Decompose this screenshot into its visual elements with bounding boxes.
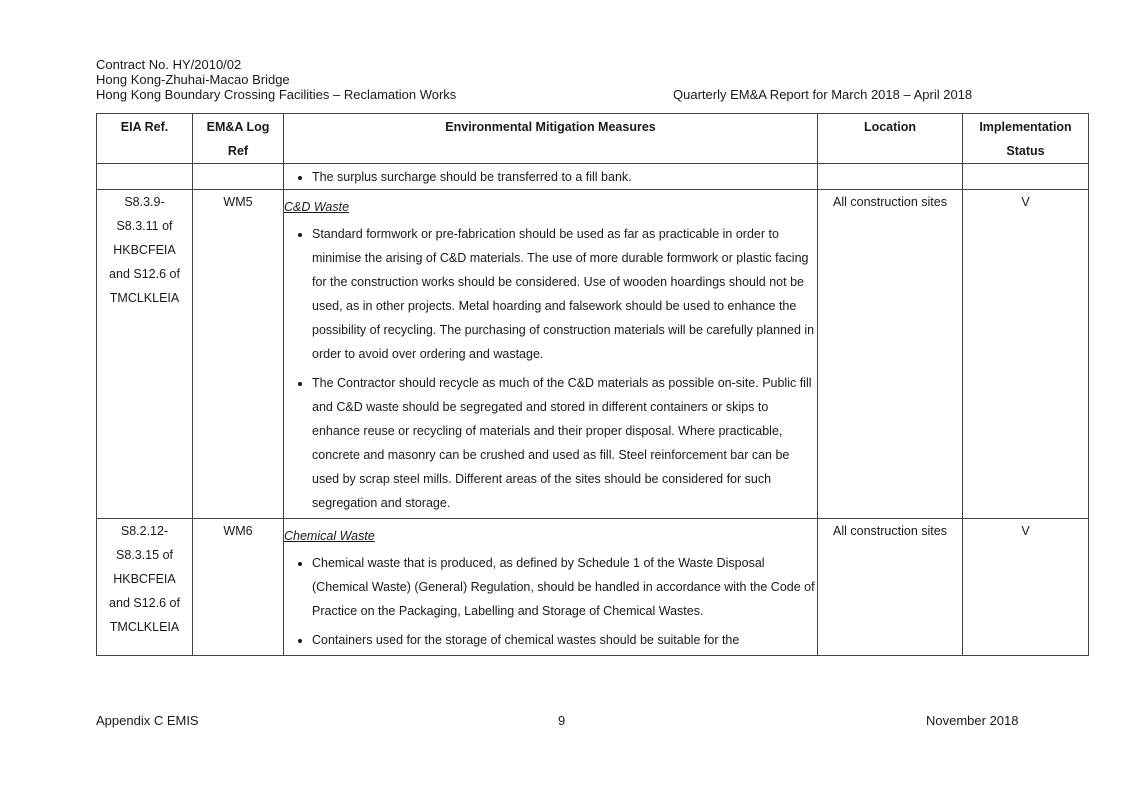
measure-bullet: • The surplus surcharge should be transferred to a fill bank. <box>312 165 817 189</box>
measure-bullet: • Chemical waste that is produced, as defined by Schedule 1 of the Waste Disposal (Chemical Waste) (General) Regulation, should be handled in accordance with the Code of Practice on the Packaging, Labelling and Storage of Chemical Wastes. <box>312 551 817 623</box>
col-header-status: Implementation Status <box>963 114 1089 164</box>
measure-bullet: • Containers used for the storage of chemical wastes should be suitable for the <box>312 628 817 652</box>
cell-location <box>818 164 963 190</box>
cell-measures <box>284 519 818 656</box>
footer-appendix: Appendix C EMIS <box>96 713 199 728</box>
col-header-log-ref: EM&A Log Ref <box>193 114 284 164</box>
measure-heading: C&D Waste <box>284 200 350 214</box>
cell-status <box>963 164 1089 190</box>
cell-location: All construction sites <box>818 519 963 656</box>
table-row-wm5 <box>97 190 1089 519</box>
cell-log-ref: WM6 <box>193 519 284 656</box>
measure-bullet: • The Contractor should recycle as much of the C&D materials as possible on-site. Public fill and C&D waste should be segregated and stored in different containers or skips to enhance reuse or recycling of materials and their proper disposal. Where practicable, concrete and masonry can be crushed and used as fill. Steel reinforcement bar can be used by scrap steel mills. Different areas of the sites should be considered for such segregation and storage. <box>312 371 817 515</box>
cell-status: V <box>963 190 1089 519</box>
cell-status: V <box>963 519 1089 656</box>
cell-measures <box>284 164 818 190</box>
col-header-eia-ref: EIA Ref. <box>97 114 193 164</box>
col-header-location: Location <box>818 114 963 164</box>
project-name: Hong Kong-Zhuhai-Macao Bridge <box>96 72 290 87</box>
measure-bullet: • Standard formwork or pre-fabrication should be used as far as practicable in order to minimise the arising of C&D materials. The use of more durable formwork or plastic facing for the construction works should be considered. Use of wooden hoardings should not be used, as in other projects. Metal hoarding and falsework should be used to enhance the possibility of recycling. The purchasing of construction materials will be carefully planned in order to avoid over ordering and wastage. <box>312 222 817 366</box>
cell-eia-ref <box>97 164 193 190</box>
cell-eia-ref: S8.3.9- S8.3.11 of HKBCFEIA and S12.6 of TMCLKLEIA <box>97 190 193 519</box>
measure-heading: Chemical Waste <box>284 529 375 543</box>
footer-date: November 2018 <box>926 713 1019 728</box>
table-header-row <box>97 114 1089 164</box>
cell-eia-ref: S8.2.12- S8.3.15 of HKBCFEIA and S12.6 of TMCLKLEIA <box>97 519 193 656</box>
mitigation-measures-table <box>96 113 1089 656</box>
cell-log-ref <box>193 164 284 190</box>
cell-location: All construction sites <box>818 190 963 519</box>
table-row-wm6 <box>97 519 1089 656</box>
report-title: Quarterly EM&A Report for March 2018 – April 2018 <box>673 87 973 102</box>
table-row-continuation <box>97 164 1089 190</box>
cell-measures <box>284 190 818 519</box>
col-header-measures: Environmental Mitigation Measures <box>284 114 818 164</box>
footer-page-number: 9 <box>558 713 566 728</box>
cell-log-ref: WM5 <box>193 190 284 519</box>
page-header <box>96 57 996 102</box>
contract-number: Contract No. HY/2010/02 <box>96 57 242 72</box>
works-name: Hong Kong Boundary Crossing Facilities – Reclamation Works <box>96 87 457 102</box>
